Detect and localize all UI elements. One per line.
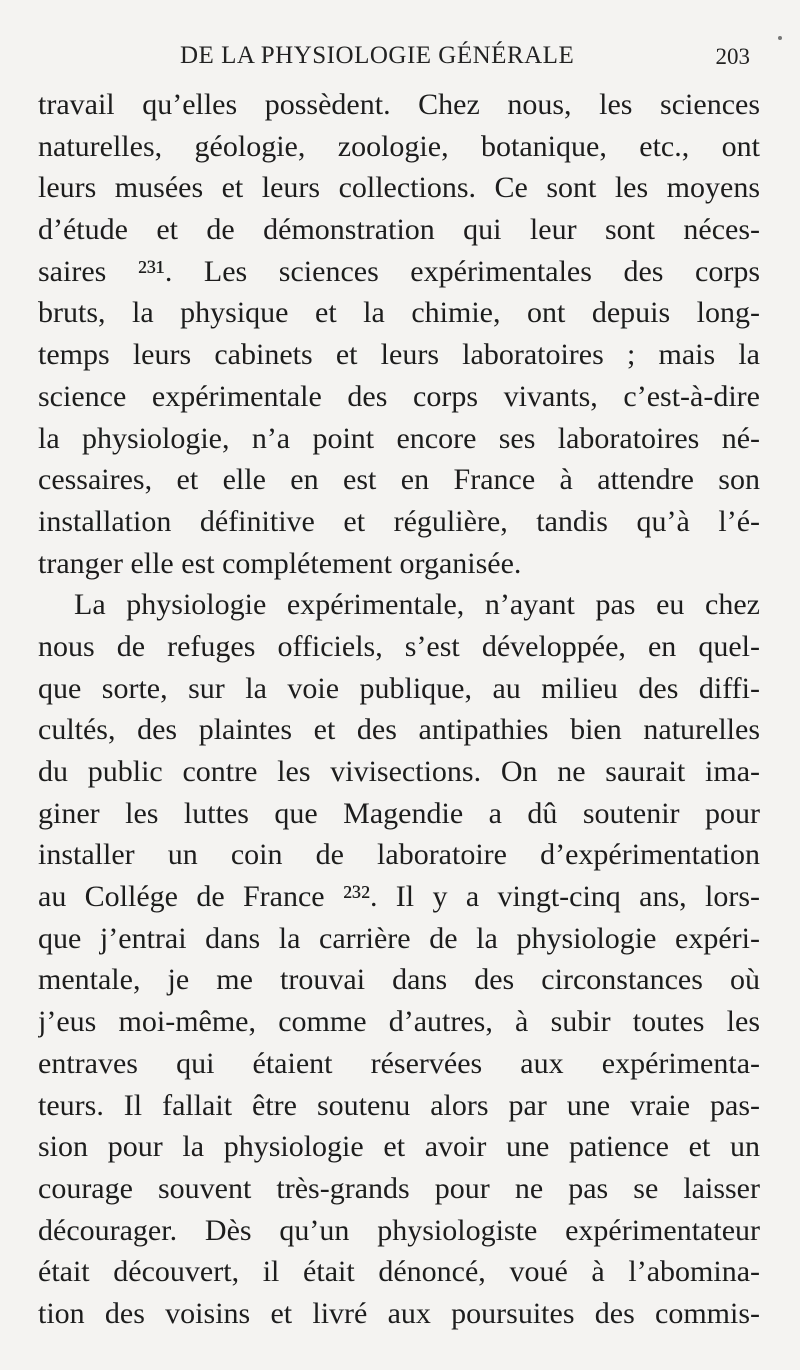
text-line: installer un coin de laboratoire d’expérimentation bbox=[38, 838, 760, 872]
text-line: que j’entrai dans la carrière de la physiologie expéri- bbox=[38, 921, 760, 955]
text-line: d’étude et de démonstration qui leur sont néces- bbox=[38, 213, 760, 247]
text-line: était découvert, il était dénoncé, voué à l’abomina- bbox=[38, 1255, 760, 1289]
text-line: nous de refuges officiels, s’est développée, en quel- bbox=[38, 629, 760, 663]
text-line: teurs. Il fallait être soutenu alors par une vraie pas- bbox=[38, 1088, 760, 1122]
running-header: DE LA PHYSIOLOGIE GÉNÉRALE bbox=[180, 42, 575, 69]
text-line: mentale, je me trouvai dans des circonstances où bbox=[38, 963, 760, 997]
text-line: temps leurs cabinets et leurs laboratoires ; mais la bbox=[38, 338, 760, 372]
text-line: du public contre les vivisections. On ne saurait ima- bbox=[38, 755, 760, 788]
text-line: travail qu’elles possèdent. Chez nous, les sciences bbox=[38, 88, 760, 121]
text-line: bruts, la physique et la chimie, ont depuis long- bbox=[38, 296, 760, 330]
text-line: cultés, des plaintes et des antipathies bien naturelles bbox=[38, 713, 760, 747]
text-line: tion des voisins et livré aux poursuites des commis- bbox=[38, 1296, 760, 1330]
text-line: installation définitive et régulière, tandis qu’à l’é- bbox=[38, 504, 760, 538]
text-line: entraves qui étaient réservées aux expérimenta- bbox=[38, 1046, 760, 1080]
text-line: giner les luttes que Magendie a dû soutenir pour bbox=[38, 796, 760, 830]
text-line: tranger elle est complétement organisée. bbox=[38, 546, 522, 580]
text-line: science expérimentale des corps vivants, c’est-à-dire bbox=[38, 379, 760, 413]
text-line: naturelles, géologie, zoologie, botanique, etc., ont bbox=[38, 129, 760, 163]
page-speck bbox=[778, 36, 782, 40]
page-number: 203 bbox=[715, 44, 750, 69]
text-line: sion pour la physiologie et avoir une patience et un bbox=[38, 1130, 760, 1164]
text-line: décourager. Dès qu’un physiologiste expérimentateur bbox=[38, 1213, 760, 1247]
text-line: cessaires, et elle en est en France à attendre son bbox=[38, 463, 760, 497]
text-line: que sorte, sur la voie publique, au milieu des diffi- bbox=[38, 671, 760, 705]
text-line: j’eus moi-même, comme d’autres, à subir toutes les bbox=[38, 1005, 760, 1039]
text-line: la physiologie, n’a point encore ses laboratoires né- bbox=[38, 421, 760, 455]
text-line: au Collége de France ²³². Il y a vingt-cinq ans, lors- bbox=[38, 880, 760, 914]
text-line: leurs musées et leurs collections. Ce sont les moyens bbox=[38, 171, 760, 205]
text-line: saires ²³¹. Les sciences expérimentales des corps bbox=[38, 254, 760, 288]
text-line: courage souvent très-grands pour ne pas se laisser bbox=[38, 1171, 760, 1205]
body-text bbox=[38, 84, 760, 1335]
text-line: La physiologie expérimentale, n’ayant pas eu chez bbox=[74, 588, 760, 622]
